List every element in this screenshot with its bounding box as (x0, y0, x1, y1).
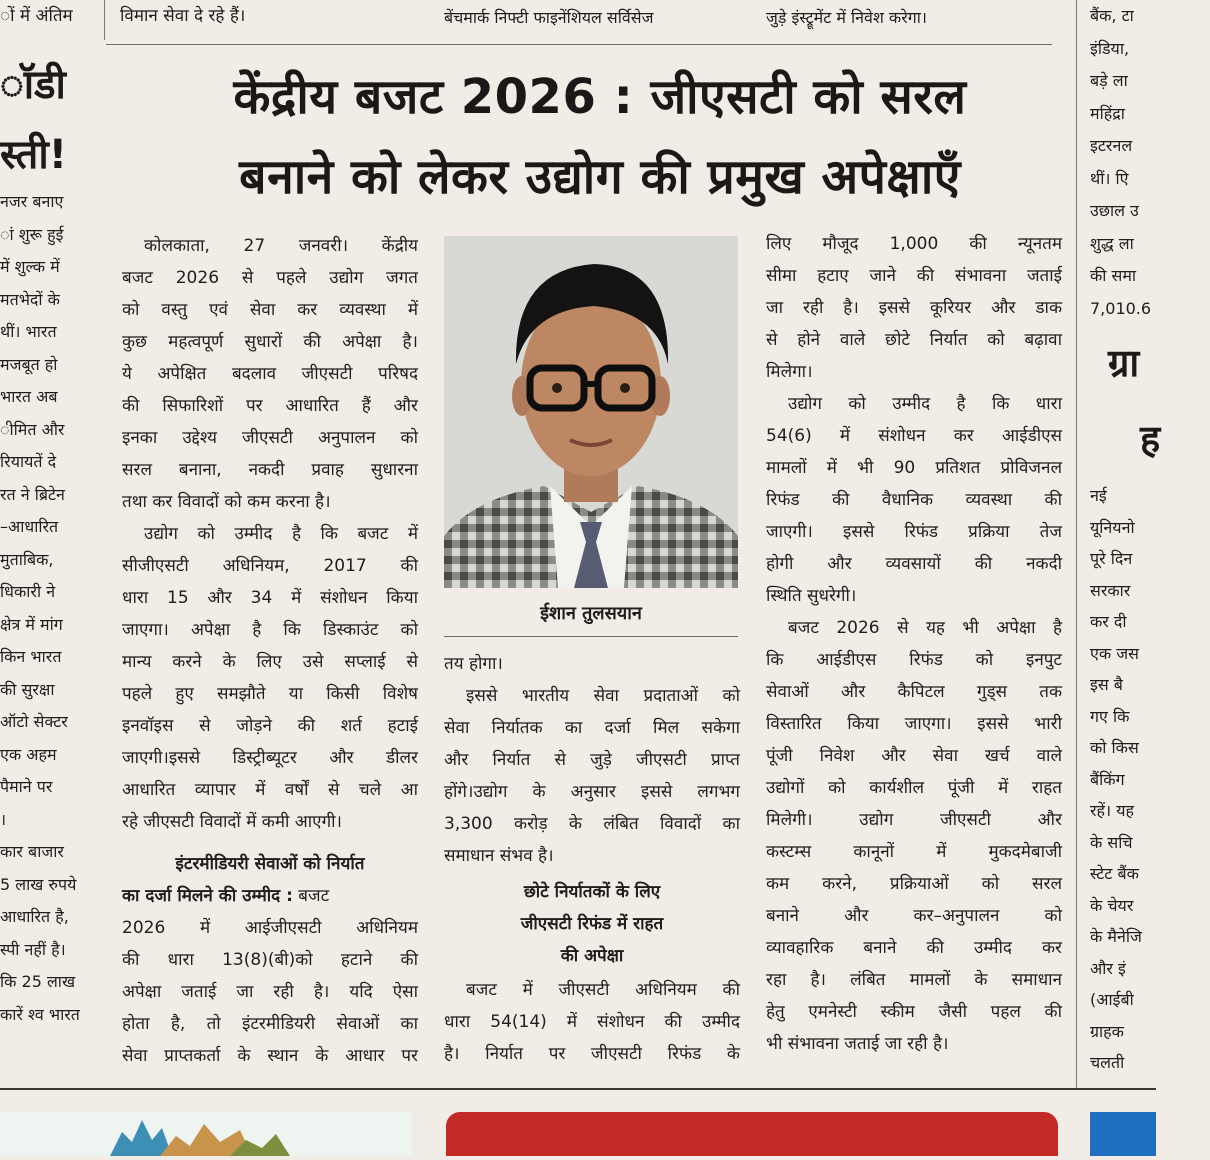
article-line: सेवा प्राप्तकर्ता के स्थान के आधार पर (122, 1046, 418, 1066)
right-edge-heading: ग्रा (1108, 341, 1140, 385)
article-line: मिलेगी। उद्योग जीएसटी और (766, 810, 1062, 830)
article-line: मिलेगा। (766, 362, 813, 382)
article-line: सेवाओं और कैपिटल गुड्स तक (766, 682, 1062, 702)
article-line: धारा 15 और 34 में संशोधन किया (122, 588, 418, 608)
article-line: 54(6) में संशोधन कर आईडीएस (766, 426, 1062, 446)
column2-subhead (444, 876, 740, 972)
left-edge-line: रत ने ब्रिटेन (0, 484, 65, 504)
right-edge-line: बैंक, टा (1090, 6, 1134, 25)
subhead-line (122, 880, 418, 912)
left-edge-line: धिकारी ने (0, 582, 56, 601)
photo-caption: ईशान तुलसयान (540, 603, 642, 624)
article-line: उद्योग को उम्मीद है कि धारा (788, 394, 1062, 414)
column-divider (104, 0, 105, 40)
right-edge-lines-top (1090, 0, 1210, 325)
right-edge-line: (आईबी (1090, 990, 1134, 1009)
article-line: 3,300 करोड़ के लंबित विवादों का (444, 814, 740, 834)
left-edge-line: –आधारित (0, 517, 59, 536)
article-line: पूंजी निवेश और सेवा खर्च वाले (766, 746, 1062, 766)
article-column-3 (766, 228, 1062, 1060)
top-strip-text-2: विमान सेवा दे रहे हैं। (120, 6, 246, 26)
article-line: इनवॉइस से जोड़ने की शर्त हटाई (122, 716, 418, 736)
left-edge-line: ां शुरू हुई (0, 224, 64, 244)
left-edge-line: एक अहम (0, 744, 57, 764)
left-edge-line: आधारित है, (0, 907, 69, 926)
left-edge-line: थीं। भारत (0, 322, 57, 341)
right-edge-line: स्टेट बैंक (1090, 864, 1139, 883)
article-line: मामलों में भी 90 प्रतिशत प्रोविजनल (766, 458, 1062, 478)
left-edge-line: ीमित और (0, 419, 65, 439)
article-column-1-continued (122, 912, 418, 1072)
left-edge-line: कि 25 लाख (0, 972, 76, 991)
right-edge-line: गए कि (1090, 706, 1130, 726)
left-edge-line: में शुल्क में (0, 257, 60, 276)
article-line: तथा कर विवादों को कम करना है। (122, 492, 331, 512)
article-line: ये अपेक्षित बदलाव जीएसटी परिषद (122, 364, 418, 384)
portrait-illustration (444, 236, 738, 588)
article-line: होता है, तो इंटरमीडियरी सेवाओं का (122, 1014, 418, 1034)
bottom-ad-right (1090, 1112, 1156, 1156)
left-edge-line: किन भारत (0, 647, 62, 666)
left-edge-line: मतभेदों के (0, 289, 60, 309)
right-edge-line: चलती (1090, 1053, 1125, 1072)
left-edge-line: भारत अब (0, 387, 58, 406)
article-line: कुछ महत्वपूर्ण सुधारों की अपेक्षा है। (122, 332, 418, 352)
left-edge-column (0, 40, 100, 1080)
subhead-bold: का दर्जा मिलने की उम्मीद : (122, 886, 293, 906)
article-line: होगी और व्यवसायों की नकदी (766, 554, 1062, 574)
left-edge-line: 5 लाख रुपये (0, 874, 77, 894)
article-line: हेतु एमनेस्टी स्कीम जैसी पहल की (766, 1002, 1062, 1022)
subhead-line: की अपेक्षा (560, 946, 624, 966)
column1-subhead (122, 848, 418, 912)
left-edge-line: क्षेत्र में मांग (0, 614, 63, 634)
right-edge-line: इंडिया, (1090, 38, 1130, 58)
bottom-ad-center (446, 1112, 1058, 1156)
right-edge-column (1090, 0, 1161, 1090)
top-strip-text-3: बेंचमार्क निफ्टी फाइनेंशियल सर्विसेज (444, 8, 654, 27)
right-edge-line: इटरनल (1090, 136, 1133, 155)
article-line: सीजीएसटी अधिनियम, 2017 की (122, 556, 418, 576)
article-line: कम करने, प्रक्रियाओं को सरल (766, 874, 1062, 894)
right-edge-lines (1090, 480, 1210, 1079)
article-line: तय होगा। (444, 654, 503, 674)
left-edge-lines (0, 186, 100, 1031)
right-edge-line: 7,010.6 (1090, 298, 1152, 318)
right-edge-line: को किस (1090, 738, 1139, 757)
right-edge-line: यूनियनो (1090, 517, 1135, 537)
right-edge-line: थीं। एि (1090, 168, 1129, 188)
article-line: रहा है। लंबित मामलों के समाधान (766, 970, 1062, 990)
top-strip-text-4: जुड़े इंस्ट्रूमेंट में निवेश करेगा। (766, 8, 927, 27)
right-edge-line: सरकार (1090, 580, 1131, 600)
right-edge-line: बैंकिंग (1090, 769, 1125, 789)
left-edge-line: नजर बनाए (0, 192, 64, 211)
right-edge-line: एक जस (1090, 643, 1139, 663)
headline-line-1: केंद्रीय बजट 2026 : जीएसटी को सरल (233, 69, 967, 125)
article-line: बजट 2026 से पहले उद्योग जगत (122, 268, 418, 288)
article-line: और निर्यात से जुड़े जीएसटी प्राप्त (444, 750, 740, 770)
article-line: सीमा हटाए जाने की संभावना जताई (766, 266, 1062, 286)
right-edge-heading: ह (1140, 417, 1161, 461)
article-column-1 (122, 230, 418, 838)
article-line: को वस्तु एवं सेवा कर व्यवस्था में (122, 300, 418, 320)
left-edge-line: कारें श्व भारत (0, 1004, 80, 1024)
bottom-ad-left (0, 1112, 412, 1156)
right-edge-line: के मैनेजि (1090, 927, 1142, 946)
article-column-2 (444, 648, 740, 872)
subhead-rest: बजट (292, 886, 330, 906)
article-line: कोलकाता, 27 जनवरी। केंद्रीय (144, 236, 418, 256)
article-line: अपेक्षा जताई जा रही है। यदि ऐसा (122, 982, 418, 1002)
article-line: बनाने और कर–अनुपालन को (766, 906, 1062, 926)
article-line: भी संभावना जताई जा रही है। (766, 1034, 949, 1054)
article-line: की धारा 13(8)(बी)को हटाने की (122, 950, 418, 970)
right-edge-line: इस बै (1090, 675, 1123, 694)
article-line: रहे जीएसटी विवादों में कमी आएगी। (122, 812, 343, 832)
left-edge-line: कार बाजार (0, 842, 64, 861)
article-line: इससे भारतीय सेवा प्रदाताओं को (466, 686, 740, 706)
article-line: है। निर्यात पर जीएसटी रिफंड के (444, 1044, 740, 1064)
article-line: लिए मौजूद 1,000 की न्यूनतम (766, 234, 1062, 254)
article-line: धारा 54(14) में संशोधन की उम्मीद (444, 1012, 740, 1032)
left-edge-line: स्पी नहीं है। (0, 939, 66, 959)
top-strip-text-1: ों में अंतिम (0, 6, 73, 26)
left-edge-line: मजबूत हो (0, 354, 58, 374)
subhead-line: इंटरमीडियरी सेवाओं को निर्यात (175, 854, 365, 874)
bottom-rule (0, 1088, 1156, 1090)
subhead-line: छोटे निर्यातकों के लिए (523, 882, 661, 902)
right-edge-line: महिंद्रा (1090, 103, 1125, 123)
right-edge-line: उछाल उ (1090, 201, 1139, 220)
article-line: रिफंड की वैधानिक व्यवस्था की (766, 490, 1062, 510)
left-edge-heading: ॉडी (0, 62, 66, 108)
article-line: उद्योगों को कार्यशील पूंजी में राहत (766, 778, 1062, 798)
left-edge-heading: स्ती! (0, 132, 67, 178)
article-line: स्थिति सुधरेगी। (766, 586, 857, 606)
right-edge-line: के सचि (1090, 832, 1133, 852)
right-edge-line: के चेयर (1090, 895, 1134, 915)
article-line: बजट में जीएसटी अधिनियम की (466, 980, 740, 1000)
article-line: जाएगा। अपेक्षा है कि डिस्काउंट को (122, 620, 418, 640)
article-line: जा रही है। इससे कूरियर और डाक (766, 298, 1062, 318)
article-line: उद्योग को उम्मीद है कि बजट में (144, 524, 418, 544)
right-edge-line: पूरे दिन (1090, 549, 1133, 568)
headline-line-2: बनाने को लेकर उद्योग की प्रमुख अपेक्षाएँ (239, 149, 961, 205)
left-edge-line: रियायतें दे (0, 452, 57, 471)
article-line: से होने वाले छोटे निर्यात को बढ़ावा (766, 330, 1062, 350)
article-line: होंगे।उद्योग के अनुसार इससे लगभग (444, 782, 740, 802)
article-line: मान्य करने के लिए उसे सप्लाई से (122, 652, 418, 672)
article-line: आधारित व्यापार में वर्षों से चले आ (122, 780, 418, 800)
left-edge-line: पैमाने पर (0, 777, 53, 796)
left-edge-line: । (0, 809, 7, 829)
right-edge-line: ग्राहक (1090, 1021, 1124, 1041)
article-line: सेवा निर्यातक का दर्जा मिल सकेगा (444, 718, 740, 738)
left-edge-line: की सुरक्षा (0, 679, 55, 699)
article-line: जाएगी।इससे डिस्ट्रीब्यूटर और डीलर (122, 748, 418, 768)
article-line: व्यावहारिक बनाने की उम्मीद कर (766, 938, 1062, 958)
article-line: की सिफारिशों पर आधारित हैं और (122, 396, 418, 416)
article-line: समाधान संभव है। (444, 846, 554, 866)
right-edge-line: शुद्ध ला (1090, 233, 1134, 253)
article-line: इनका उद्देश्य जीएसटी अनुपालन को (122, 428, 418, 448)
article-line: कि आईडीएस रिफंड को इनपुट (766, 650, 1062, 670)
right-edge-line: नई (1090, 486, 1107, 505)
article-line: 2026 में आईजीएसटी अधिनियम (122, 918, 418, 938)
right-edge-line: और इं (1090, 958, 1126, 978)
right-edge-line: बड़े ला (1090, 71, 1128, 90)
article-line: कस्टम्स कानूनों में मुकदमेबाजी (766, 842, 1062, 862)
subhead-line: जीएसटी रिफंड में राहत (520, 914, 664, 934)
caption-rule (444, 636, 738, 637)
portrait-photo (444, 236, 738, 588)
article-column-2-continued (444, 974, 740, 1070)
separator-rule (106, 44, 1052, 45)
article-line: पहले हुए समझौते या किसी विशेष (122, 684, 418, 704)
right-edge-line: कर दी (1090, 612, 1127, 631)
left-edge-line: मुताबिक, (0, 549, 54, 569)
right-edge-line: की समा (1090, 266, 1137, 285)
article-line: सरल बनाना, नकदी प्रवाह सुधारना (122, 460, 418, 480)
article-line: विस्तारित किया जाएगा। इससे भारी (766, 714, 1062, 734)
ad-artwork (0, 1112, 412, 1156)
right-edge-line: रहें। यह (1090, 801, 1134, 820)
left-edge-line: ऑटो सेक्टर (0, 712, 68, 731)
article-line: जाएगी। इससे रिफंड प्रक्रिया तेज (766, 522, 1062, 542)
article-line: बजट 2026 से यह भी अपेक्षा है (788, 618, 1062, 638)
